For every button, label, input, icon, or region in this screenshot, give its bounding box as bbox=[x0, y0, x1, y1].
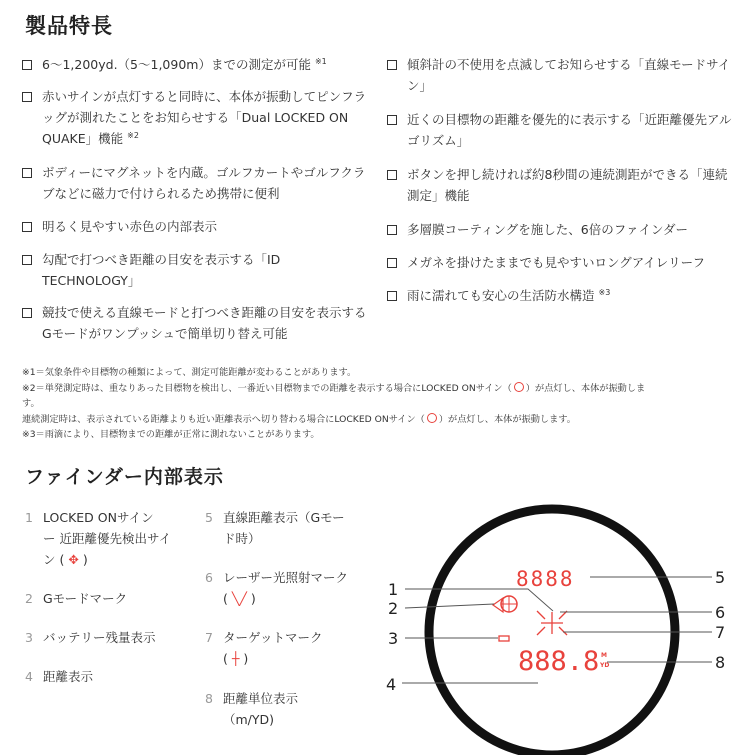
target-mark-icon bbox=[541, 612, 563, 634]
finder-diagram bbox=[380, 495, 750, 755]
callout-2: 2 bbox=[388, 599, 399, 618]
locked-on-icon: ✥ bbox=[68, 552, 79, 567]
checkbox-icon bbox=[387, 258, 397, 268]
features-title: 製品特長 bbox=[25, 14, 113, 38]
locked-on-icon bbox=[427, 413, 437, 423]
features-right-column bbox=[387, 54, 737, 318]
checkbox-icon bbox=[22, 168, 32, 178]
checkbox-icon bbox=[387, 225, 397, 235]
callout-4: 4 bbox=[386, 675, 397, 694]
checkbox-icon bbox=[387, 291, 397, 301]
features-left-column bbox=[22, 54, 367, 346]
locked-on-icon bbox=[514, 382, 524, 392]
finder-title: ファインダー内部表示 bbox=[25, 466, 224, 488]
checkbox-icon bbox=[387, 60, 397, 70]
footnote-1: ※1＝気象条件や目標物の種類によって、測定可能距離が変わることがあります。 bbox=[22, 367, 357, 378]
unit-m-label: M bbox=[601, 652, 607, 659]
callout-6: 6 bbox=[715, 603, 726, 622]
feature-item: ボディーにマグネットを内蔵。ゴルフカートやゴルフクラブなどに磁力で付けられるため携帯に便利 bbox=[22, 162, 367, 216]
unit-yd-label: YD bbox=[600, 662, 610, 669]
feature-item: メガネを掛けたままでも見やすいロングアイレリーフ bbox=[387, 252, 737, 285]
legend-item-4: 4 距離表示 bbox=[25, 669, 94, 684]
checkbox-icon bbox=[22, 222, 32, 232]
legend-item-2: 2 Gモードマーク bbox=[25, 591, 128, 606]
straight-distance-digits: 8888 bbox=[516, 567, 575, 591]
callout-8: 8 bbox=[715, 653, 726, 672]
checkbox-icon bbox=[387, 170, 397, 180]
feature-item: 競技で使える直線モードと打つべき距離の目安を表示するGモードがワンプッシュで簡単切り替え可能 bbox=[22, 302, 367, 346]
footnote-2: ※2＝単発測定時は、重なりあった目標物を検出し、一番近い目標物までの距離を表示する場合にLOCKED ONサイン（ ）が点灯し、本体が振動しま bbox=[22, 382, 646, 394]
legend-item-8: 8 距離単位表示 （m/YD) bbox=[205, 691, 299, 727]
footnote-2-continuous: 連続測定時は、表示されている距離よりも近い距離表示へ切り替わる場合にLOCKED ONサイン（ ）が点灯し、本体が振動します。 bbox=[22, 413, 576, 425]
laser-icon: ╲╱ bbox=[231, 591, 247, 606]
callout-7: 7 bbox=[715, 623, 726, 642]
callout-5: 5 bbox=[715, 568, 726, 587]
checkbox-icon bbox=[22, 308, 32, 318]
checkbox-icon bbox=[22, 60, 32, 70]
feature-item: ボタンを押し続ければ約8秒間の連続測距ができる「連続測定」機能 bbox=[387, 164, 737, 219]
legend-item-3: 3 バッテリー残量表示 bbox=[25, 630, 156, 645]
checkbox-icon bbox=[387, 115, 397, 125]
feature-item: 明るく見やすい赤色の内部表示 bbox=[22, 216, 367, 249]
feature-item: 傾斜計の不使用を点滅してお知らせする「直線モードサイン」 bbox=[387, 54, 737, 109]
legend-item-1: 1 LOCKED ONサイン ー 近距離優先検出サイ ン ( ✥ ) bbox=[25, 510, 172, 567]
feature-item: 近くの目標物の距離を優先的に表示する「近距離優先アルゴリズム」 bbox=[387, 109, 737, 164]
target-mark-icon: ┼ bbox=[231, 651, 240, 666]
footnote-2-cont: す。 bbox=[22, 398, 40, 409]
feature-item: 赤いサインが点灯すると同時に、本体が振動してピンフラッグが測れたことをお知らせする「Dual LOCKED ON QUAKE」機能 $^{※2}$ bbox=[22, 86, 367, 162]
battery-icon bbox=[499, 636, 509, 641]
feature-item: 6〜1,200yd.（5〜1,090m）までの測定が可能 $^{※1}$ bbox=[22, 54, 367, 86]
callout-1: 1 bbox=[388, 580, 399, 599]
legend-item-7: 7 ターゲットマーク ( ┼ ) bbox=[205, 630, 323, 666]
checkbox-icon bbox=[22, 255, 32, 265]
distance-digits: 888.8 bbox=[518, 646, 600, 677]
checkbox-icon bbox=[22, 92, 32, 102]
feature-item: 雨に濡れても安心の生活防水構造 $^{※3}$ bbox=[387, 285, 737, 318]
legend-item-6: 6 レーザー光照射マーク ( ╲╱ ) bbox=[205, 570, 349, 606]
feature-item: 多層膜コーティングを施した、6倍のファインダー bbox=[387, 219, 737, 252]
footnotes bbox=[22, 365, 732, 443]
footnote-3: ※3＝雨滴により、目標物までの距離が正常に測れないことがあります。 bbox=[22, 429, 320, 440]
legend-item-5: 5 直線距離表示（Gモー ド時） bbox=[205, 510, 345, 546]
feature-item: 勾配で打つべき距離の目安を表示する「ID TECHNOLOGY」 bbox=[22, 249, 367, 302]
callout-3: 3 bbox=[388, 629, 399, 648]
